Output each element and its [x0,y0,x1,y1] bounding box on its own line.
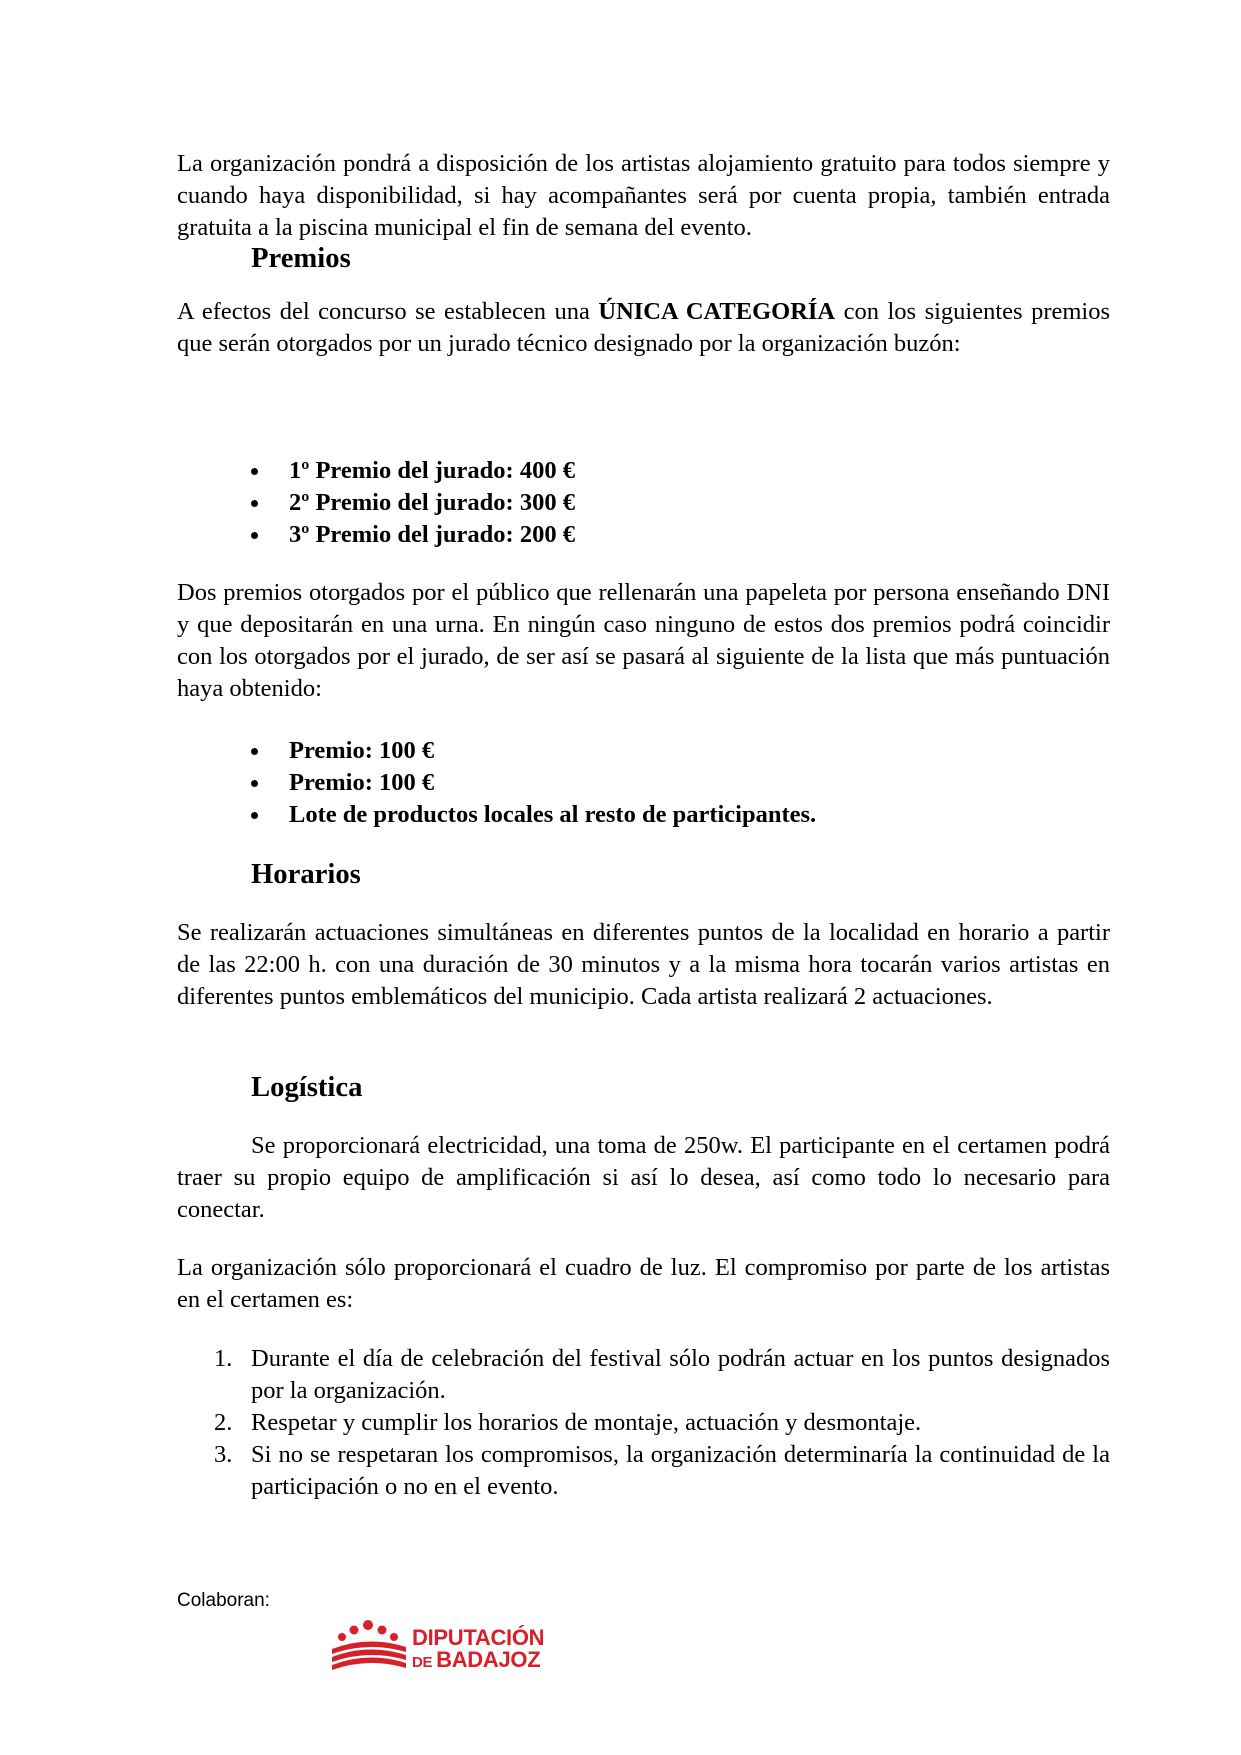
unica-categoria: ÚNICA CATEGORÍA [598,298,836,325]
list-item [214,1407,1110,1439]
commitments-list [214,1343,1110,1503]
premios-paragraph [177,296,1110,360]
logo-line-2-main: BADAJOZ [436,1647,541,1672]
list-text: Si no se respetaran los compromisos, la organización determinaría la continuidad de la participación o no en el evento. [251,1441,1110,1500]
logistica-paragraph-2: La organización sólo proporcionará el cuadro de luz. El compromiso por parte de los artistas en el certamen es: [177,1254,1110,1313]
public-prizes-list [251,735,1111,831]
list-number: 2. [214,1409,233,1436]
colaboran-label: Colaboran: [177,1590,270,1611]
intro-paragraph: La organización pondrá a disposición de los artistas alojamiento gratuito para todos siempre y cuando haya disponibilidad, si hay acompañantes será por cuenta propia, también entrada gratuita a la piscina municipal el fin de semana del evento. [177,150,1110,241]
logo-line-1: DIPUTACIÓN [412,1625,545,1650]
premios-text-before: A efectos del concurso se establecen una [177,298,599,325]
jury-prizes-list [251,455,1111,551]
list-item [214,1343,1110,1407]
premios-heading: Premios [251,242,351,274]
list-item: Lote de productos locales al resto de participantes. [251,799,1111,831]
horarios-paragraph: Se realizarán actuaciones simultáneas en diferentes puntos de la localidad en horario a partir de las 22:00 h. con una duración de 30 minutos y a la misma hora tocarán varios artistas en diferentes puntos emblemáticos del municipio. Cada artista realizará 2 actuaciones. [177,919,1110,1010]
logo-line-2 [412,1649,544,1674]
horarios-heading: Horarios [251,858,361,890]
logistica-paragraph-1: Se proporcionará electricidad, una toma de 250w. El participante en el certamen podrá traer su propio equipo de amplificación si así lo desea, así como todo lo necesario para conectar. [177,1132,1110,1223]
list-item: Premio: 100 € [251,767,1111,799]
list-item: 1º Premio del jurado: 400 € [251,455,1111,487]
list-number: 1. [214,1345,233,1372]
list-item: Premio: 100 € [251,735,1111,767]
list-item: 3º Premio del jurado: 200 € [251,519,1111,551]
list-item: 2º Premio del jurado: 300 € [251,487,1111,519]
logo-text [412,1627,544,1674]
list-text: Durante el día de celebración del festival sólo podrán actuar en los puntos designados por la organización. [251,1345,1110,1404]
logistica-heading: Logística [251,1071,363,1103]
list-number: 3. [214,1441,233,1468]
public-prizes-paragraph: Dos premios otorgados por el público que rellenarán una papeleta por persona enseñando DNI y que depositarán en una urna. En ningún caso ninguno de estos dos premios podrá coincidir con los otorgados por el jurado, de ser así se pasará al siguiente de la lista que más puntuación haya obtenido: [177,579,1110,702]
premios-text-after: con los siguientes premios que serán otorgados por un jurado técnico designado por la organización buzón: [177,298,1110,357]
list-text: Respetar y cumplir los horarios de montaje, actuación y desmontaje. [251,1409,922,1436]
list-item [214,1439,1110,1503]
logo-line-2-small: DE [412,1654,437,1671]
